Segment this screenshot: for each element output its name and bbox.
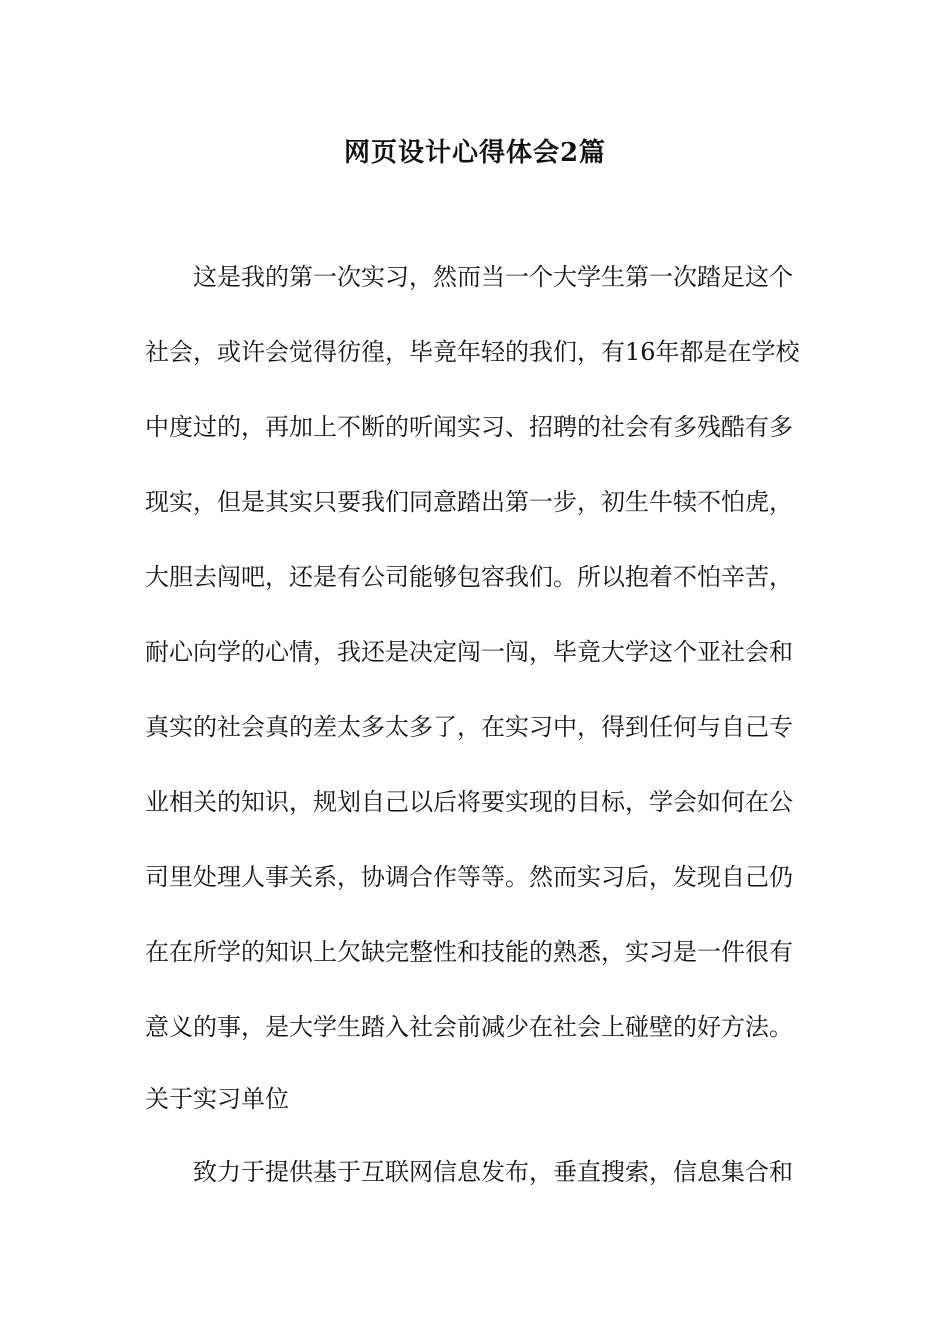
paragraph-line: 现实，但是其实只要我们同意踏出第一步，初生牛犊不怕虎， — [145, 488, 793, 516]
paragraph-line: 真实的社会真的差太多太多了，在实习中，得到任何与自己专 — [145, 713, 793, 741]
section-heading: 关于实习单位 — [145, 1085, 289, 1113]
paragraph-line: 业相关的知识，规划自己以后将要实现的目标，学会如何在公 — [145, 788, 793, 816]
paragraph-line: 意义的事，是大学生踏入社会前减少在社会上碰壁的好方法。 — [145, 1013, 793, 1041]
paragraph-line: 在在所学的知识上欠缺完整性和技能的熟悉，实习是一件很有 — [145, 938, 793, 966]
paragraph-line: 耐心向学的心情，我还是决定闯一闯，毕竟大学这个亚社会和 — [145, 638, 793, 666]
paragraph-line: 致力于提供基于互联网信息发布，垂直搜索，信息集合和 — [193, 1158, 793, 1186]
paragraph-line: 大胆去闯吧，还是有公司能够包容我们。所以抱着不怕辛苦， — [145, 563, 793, 591]
paragraph-line: 社会，或许会觉得彷徨，毕竟年轻的我们，有16年都是在学校 — [145, 338, 800, 366]
document-title: 网页设计心得体会2篇 — [343, 138, 607, 168]
paragraph-line: 中度过的，再加上不断的听闻实习、招聘的社会有多残酷有多 — [145, 413, 793, 441]
paragraph-line: 司里处理人事关系，协调合作等等。然而实习后，发现自己仍 — [145, 863, 793, 891]
paragraph-line: 这是我的第一次实习，然而当一个大学生第一次踏足这个 — [193, 263, 793, 291]
